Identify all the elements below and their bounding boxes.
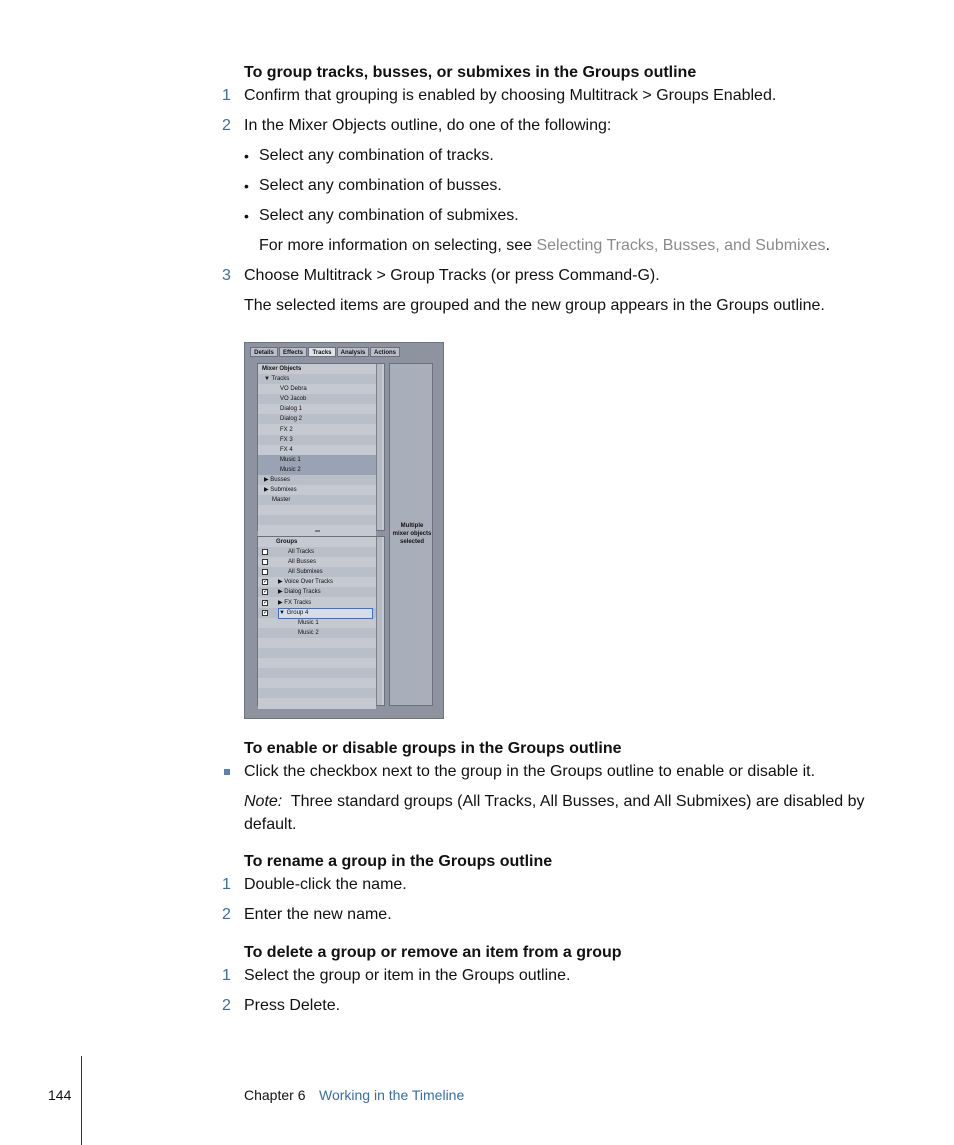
mixer-object-label: FX 3 — [280, 436, 293, 443]
group-label: All Tracks — [288, 549, 315, 555]
group-row[interactable] — [278, 577, 333, 587]
footer-chapter: Chapter 6 — [244, 1087, 306, 1103]
step-number: 2 — [222, 117, 231, 134]
step-text: Enter the new name. — [244, 906, 392, 923]
group-row[interactable] — [278, 587, 321, 597]
note-line — [244, 793, 864, 811]
step-number: 1 — [222, 87, 231, 104]
mixer-object-row[interactable] — [280, 394, 306, 404]
cross-reference-link[interactable]: Selecting Tracks, Busses, and Submixes — [536, 237, 826, 254]
mixer-object-row[interactable] — [264, 485, 297, 495]
group-enable-checkbox[interactable] — [262, 549, 268, 555]
tab-actions[interactable]: Actions — [370, 347, 400, 357]
step-number: 2 — [222, 906, 231, 923]
row-stripe — [258, 425, 376, 435]
group-row[interactable] — [288, 547, 314, 557]
disclosure-closed-icon[interactable]: ▶ — [264, 477, 271, 483]
row-stripe — [258, 384, 376, 394]
mixer-object-row[interactable] — [280, 384, 307, 394]
disclosure-closed-icon[interactable]: ▶ — [278, 579, 285, 586]
mixer-object-label: Submixes — [270, 487, 297, 494]
disclosure-closed-icon[interactable]: ▶ — [278, 599, 285, 606]
mixer-object-label: Master — [272, 497, 291, 504]
row-stripe — [258, 465, 376, 475]
mixer-object-row[interactable] — [280, 425, 293, 435]
instruction-text: Click the checkbox next to the group in the Groups outline to enable or disable it. — [244, 763, 816, 780]
tab-details[interactable]: Details — [250, 347, 278, 357]
mixer-object-row[interactable] — [264, 475, 290, 485]
disclosure-open-icon[interactable]: ▼ — [264, 376, 272, 382]
section-heading: To delete a group or remove an item from a group — [244, 944, 622, 961]
row-stripe — [258, 699, 376, 709]
groups-outline[interactable] — [257, 536, 385, 706]
group-label: Group 4 — [286, 609, 309, 616]
more-info-paragraph — [259, 237, 830, 255]
square-bullet-icon — [224, 769, 230, 775]
mixer-object-row[interactable] — [280, 445, 293, 455]
mixer-screenshot — [244, 342, 444, 719]
bullet-text: Select any combination of tracks. — [259, 147, 494, 164]
mixer-object-label: VO Debra — [280, 386, 307, 393]
step-text: Press Delete. — [244, 997, 341, 1014]
mixer-object-row[interactable] — [280, 414, 302, 424]
footer-chapter-title[interactable]: Working in the Timeline — [319, 1087, 465, 1103]
step-text: Double-click the name. — [244, 876, 407, 893]
row-stripe — [258, 445, 376, 455]
group-enable-checkbox[interactable]: ✓ — [263, 589, 269, 596]
section-heading: To rename a group in the Groups outline — [244, 853, 553, 870]
bullet-text: Select any combination of busses. — [259, 177, 502, 194]
row-stripe — [258, 455, 376, 465]
mixer-objects-header: Mixer Objects — [262, 366, 302, 372]
group-label: Music 2 — [298, 629, 319, 636]
group-row[interactable] — [278, 598, 311, 608]
more-info-prefix: For more information on selecting, see — [259, 237, 537, 254]
bullet-text: Select any combination of submixes. — [259, 207, 519, 224]
note-label: Note: — [244, 793, 283, 810]
page-number: 144 — [48, 1087, 72, 1103]
row-stripe — [258, 648, 376, 658]
group-enable-checkbox[interactable] — [262, 559, 268, 565]
group-row[interactable] — [288, 557, 316, 567]
mixer-object-row[interactable] — [264, 374, 289, 384]
step-text: Choose Multitrack > Group Tracks (or press Command-G). — [244, 267, 660, 284]
step-text: In the Mixer Objects outline, do one of the following: — [244, 117, 612, 134]
mixer-objects-outline[interactable] — [257, 363, 385, 531]
note-text: Three standard groups (All Tracks, All Busses, and All Submixes) are disabled by — [290, 793, 865, 810]
more-info-suffix: . — [825, 237, 830, 254]
row-stripe — [258, 598, 376, 608]
footer-divider — [81, 1056, 82, 1145]
disclosure-closed-icon[interactable]: ▶ — [264, 487, 271, 494]
row-stripe — [258, 668, 376, 678]
tab-analysis[interactable]: Analysis — [337, 347, 369, 357]
row-stripe — [258, 505, 376, 515]
mixer-object-label: Dialog 1 — [280, 406, 303, 413]
row-stripe — [258, 557, 376, 567]
row-stripe — [258, 435, 376, 445]
group-label: All Submixes — [288, 569, 323, 576]
tab-effects[interactable]: Effects — [279, 347, 307, 357]
row-stripe — [258, 515, 376, 525]
selection-status-text: Multiple mixer objects selected — [392, 523, 432, 545]
section-heading: To group tracks, busses, or submixes in the Groups outline — [244, 64, 697, 81]
row-stripe — [258, 414, 376, 424]
mixer-object-label: Music 2 — [280, 466, 301, 473]
step-text: Select the group or item in the Groups outline. — [244, 967, 571, 984]
mixer-object-label: Busses — [270, 477, 290, 483]
disclosure-closed-icon[interactable]: ▶ — [278, 589, 285, 596]
group-label: Voice Over Tracks — [284, 579, 333, 586]
section-heading: To enable or disable groups in the Groups outline — [244, 740, 622, 757]
mixer-object-row[interactable] — [272, 495, 290, 505]
mixer-object-row[interactable] — [280, 465, 301, 475]
step-number: 1 — [222, 967, 231, 984]
row-stripe — [258, 678, 376, 688]
mixer-object-label: Music 1 — [280, 456, 301, 463]
disclosure-open-icon[interactable]: ▼ — [279, 609, 287, 616]
group-enable-checkbox[interactable] — [262, 569, 268, 575]
mixer-object-row[interactable] — [280, 455, 301, 465]
mixer-object-row[interactable] — [280, 404, 302, 414]
mixer-object-label: FX 4 — [280, 446, 293, 453]
group-row[interactable] — [298, 628, 319, 638]
mixer-scrollbar[interactable] — [376, 364, 382, 530]
result-text: The selected items are grouped and the new group appears in the Groups outline. — [244, 297, 825, 314]
group-enable-checkbox[interactable]: ✓ — [263, 579, 269, 586]
group-row[interactable] — [278, 608, 373, 619]
mixer-object-label: Tracks — [271, 376, 290, 382]
tab-tracks[interactable]: Tracks — [308, 347, 336, 357]
group-row[interactable] — [288, 567, 323, 577]
row-stripe — [258, 547, 376, 557]
note-continuation: default. — [244, 816, 297, 833]
bullet: • — [244, 208, 249, 224]
step-number: 1 — [222, 876, 231, 893]
group-label: Music 1 — [298, 619, 319, 626]
row-stripe — [258, 688, 376, 698]
mixer-object-label: VO Jacob — [280, 396, 307, 403]
group-enable-checkbox[interactable]: ✓ — [263, 609, 269, 616]
groups-header: Groups — [276, 539, 298, 545]
object-details-panel — [389, 363, 433, 706]
group-row[interactable] — [298, 618, 319, 628]
bullet: • — [244, 148, 249, 164]
group-label: Dialog Tracks — [284, 589, 321, 596]
step-text: Confirm that grouping is enabled by choosing Multitrack > Groups Enabled. — [244, 87, 777, 104]
step-number: 3 — [222, 267, 231, 284]
splitter-handle[interactable]: ═ — [315, 528, 320, 535]
group-label: FX Tracks — [284, 599, 312, 606]
mixer-object-label: FX 2 — [280, 426, 293, 433]
row-stripe — [258, 404, 376, 414]
group-enable-checkbox[interactable]: ✓ — [263, 599, 269, 606]
step-number: 2 — [222, 997, 231, 1014]
row-stripe — [258, 658, 376, 668]
groups-scrollbar[interactable] — [376, 537, 382, 705]
row-stripe — [258, 638, 376, 648]
group-label: All Busses — [288, 559, 317, 566]
mixer-object-row[interactable] — [280, 435, 293, 445]
mixer-object-label: Dialog 2 — [280, 416, 303, 423]
bullet: • — [244, 178, 249, 194]
row-stripe — [258, 394, 376, 404]
